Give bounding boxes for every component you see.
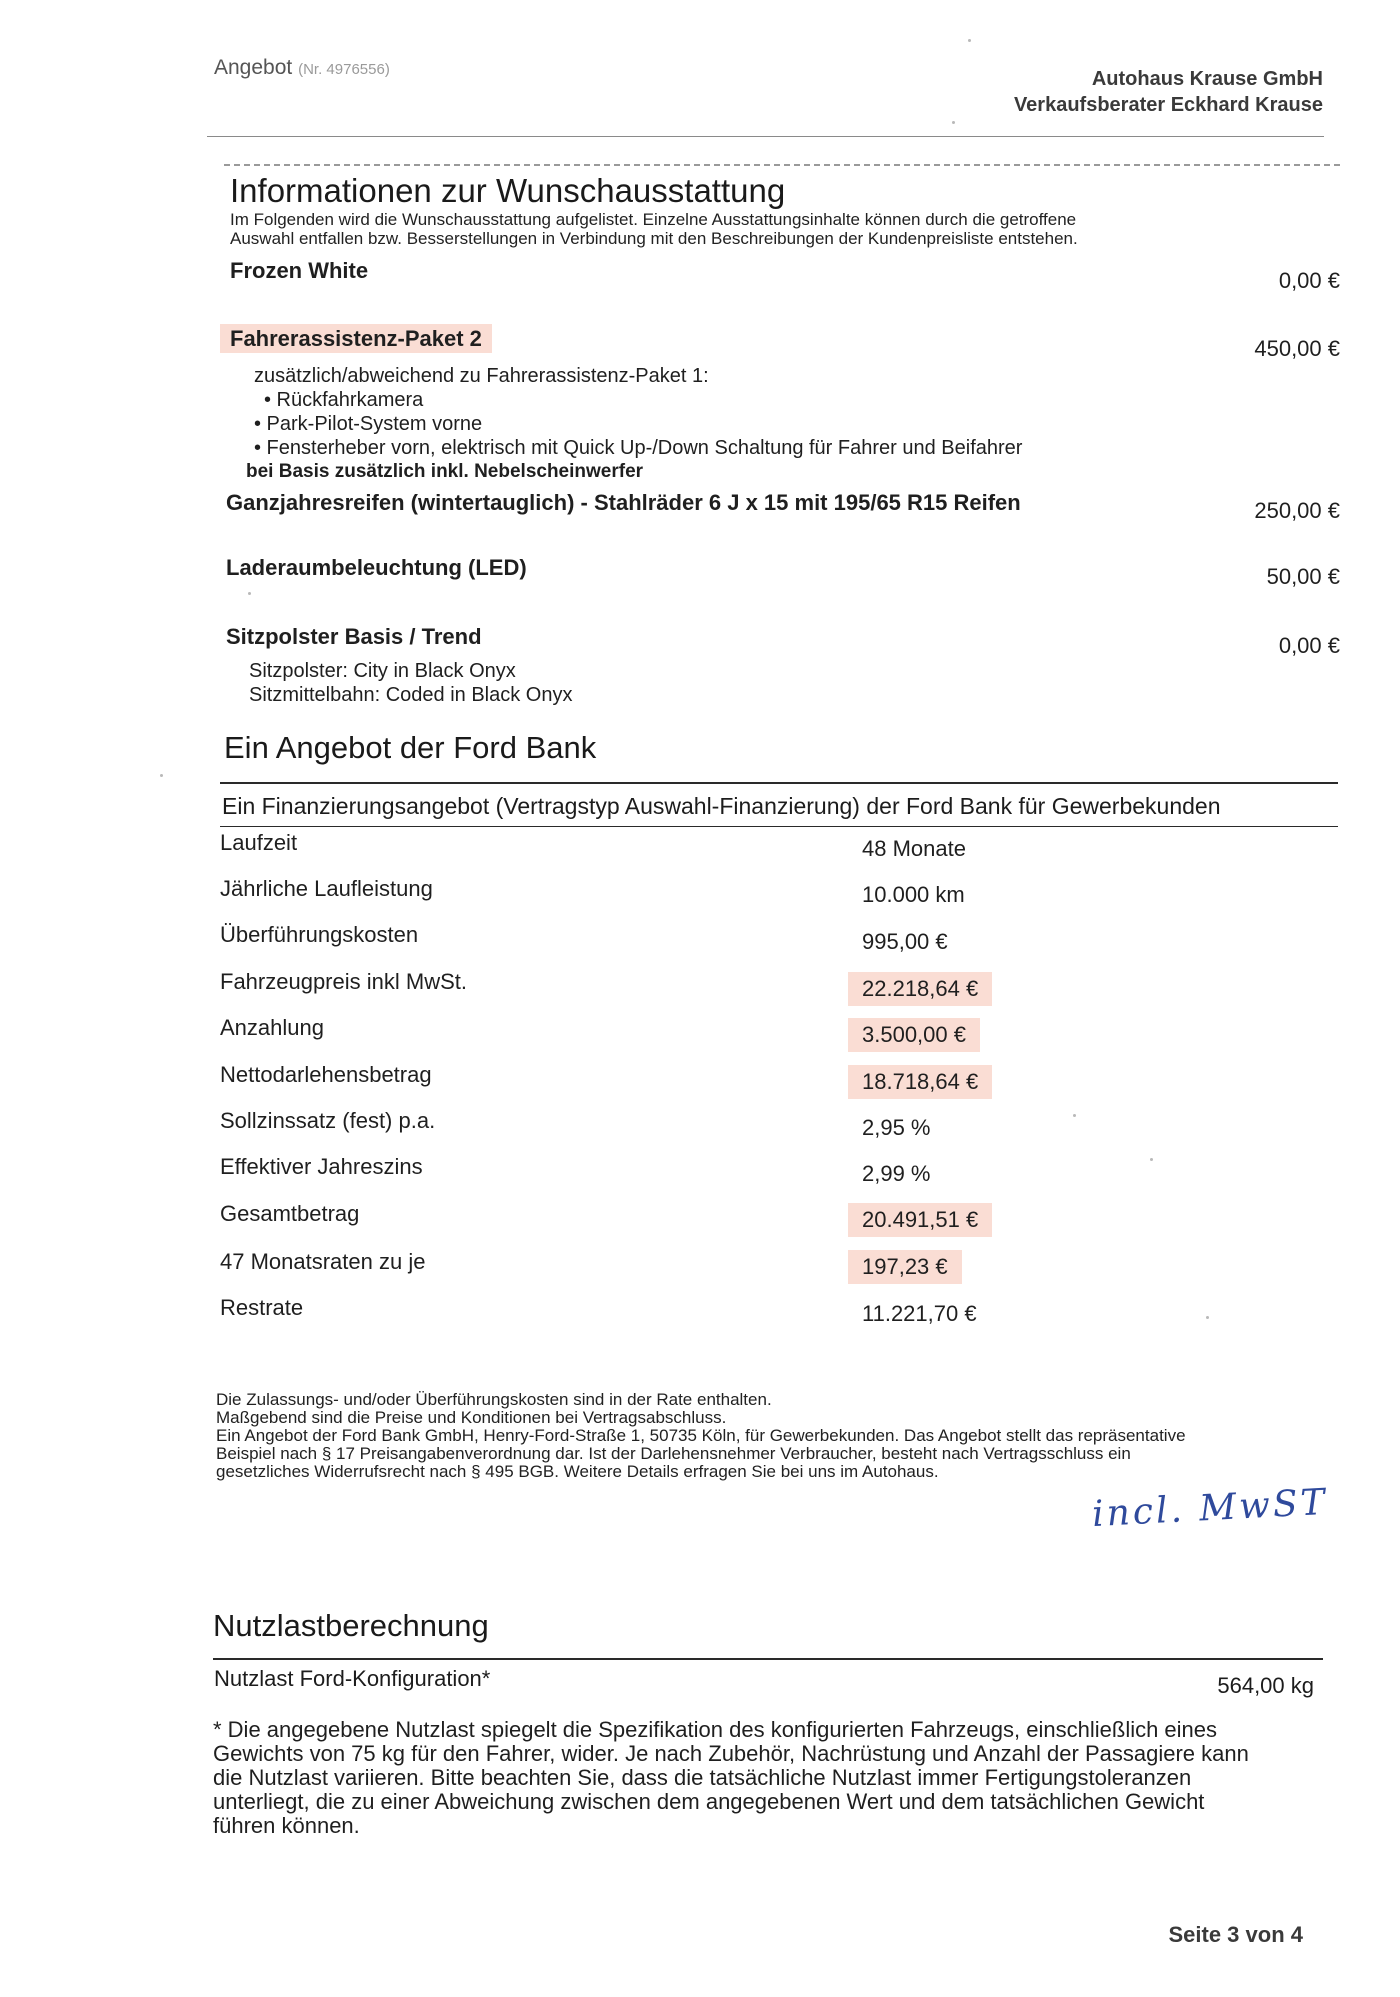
payload-value: 564,00 kg [1217,1673,1314,1698]
finance-row-value: 3.500,00 € [848,1018,980,1052]
scan-speck [248,592,251,595]
scan-speck [1073,1114,1076,1117]
finance-row-label: Nettodarlehensbetrag [220,1062,432,1087]
finance-row-label: Sollzinssatz (fest) p.a. [220,1108,436,1133]
option-title [230,326,492,352]
scan-speck [952,121,955,124]
finance-row-label: Anzahlung [220,1015,324,1040]
finance-row-value: 2,95 % [862,1115,931,1140]
offer-title: Angebot [214,56,293,79]
footnote-line: unterliegt, die zu einer Abweichung zwischen dem angegebenen Wert und dem tatsächlichen Gewicht [213,1789,1205,1814]
finance-heading: Ein Angebot der Ford Bank [224,730,597,765]
finance-note-line: gesetzliches Widerrufsrecht nach § 495 BGB. Weitere Details erfragen Sie bei uns im Autohaus. [216,1462,939,1481]
payload-footnote [213,1718,1328,1838]
finance-row-label: 47 Monatsraten zu je [220,1249,426,1274]
footnote-line: * Die angegebene Nutzlast spiegelt die Spezifikation des konfigurierten Fahrzeugs, einschließlich eines [213,1717,1218,1742]
option-detail-line: zusätzlich/abweichend zu Fahrerassistenz-Paket 1: [254,365,709,387]
footnote-line: die Nutzlast variieren. Bitte beachten Sie, dass die tatsächliche Nutzlast immer Fertigungstoleranzen [213,1765,1192,1790]
scan-speck [1150,1158,1153,1161]
option-detail-line: bei Basis zusätzlich inkl. Nebelscheinwerfer [246,461,644,482]
option-detail-line: • Rückfahrkamera [264,389,424,411]
finance-note-line: Die Zulassungs- und/oder Überführungskosten sind in der Rate enthalten. [216,1390,772,1409]
sales-advisor: Verkaufsberater Eckhard Krause [1013,94,1323,116]
finance-row-label: Restrate [220,1295,304,1320]
finance-row-value: 11.221,70 € [862,1301,977,1326]
info-heading: Informationen zur Wunschausstattung [230,172,786,209]
info-intro [230,210,1180,248]
option-price: 0,00 € [1278,633,1340,658]
option-title: Frozen White [230,258,369,283]
footnote-line: führen können. [213,1813,360,1838]
finance-row-label: Jährliche Laufleistung [220,876,433,901]
payload-heading: Nutzlastberechnung [213,1608,489,1643]
finance-subdivider [220,826,1338,827]
scan-speck [968,39,971,42]
offer-number: (Nr. 4976556) [298,61,390,78]
option-price: 0,00 € [1278,268,1340,293]
finance-subheading: Ein Finanzierungsangebot (Vertragstyp Auswahl-Finanzierung) der Ford Bank für Gewerbekunden [222,793,1221,819]
scan-speck [160,774,163,777]
company-block [1014,66,1323,118]
finance-notes [216,1391,1296,1481]
finance-row-value: 995,00 € [862,929,948,954]
payload-divider [213,1658,1323,1660]
option-price: 450,00 € [1254,336,1340,361]
handwritten-note: incl. MwST [1091,1481,1329,1536]
finance-row-label: Fahrzeugpreis inkl MwSt. [220,969,467,994]
finance-row-value: 20.491,51 € [848,1203,992,1237]
finance-row-value: 2,99 % [862,1161,931,1186]
option-title: Laderaumbeleuchtung (LED) [226,555,527,580]
option-price: 250,00 € [1254,498,1340,523]
finance-note-line: Maßgebend sind die Preise und Konditionen bei Vertragsabschluss. [216,1408,727,1427]
offer-label [214,56,390,80]
dashed-divider [224,164,1340,166]
option-price: 50,00 € [1266,564,1340,589]
option-detail-line: Sitzmittelbahn: Coded in Black Onyx [249,684,573,706]
finance-row-value: 22.218,64 € [848,972,992,1006]
option-title: Sitzpolster Basis / Trend [226,624,482,649]
finance-row-value: 48 Monate [862,836,966,861]
option-title-text: Fahrerassistenz-Paket 2 [220,324,492,353]
option-detail-line: Sitzpolster: City in Black Onyx [249,660,516,682]
option-details [249,659,573,707]
finance-divider [220,782,1338,784]
option-details [246,364,1023,484]
company-name: Autohaus Krause GmbH [1091,68,1323,90]
finance-row-label: Gesamtbetrag [220,1201,360,1226]
finance-row-value: 18.718,64 € [848,1065,992,1099]
option-detail-line: • Park-Pilot-System vorne [254,413,483,435]
option-title: Ganzjahresreifen (wintertauglich) - Stahlräder 6 J x 15 mit 195/65 R15 Reifen [226,490,1021,515]
info-intro-line: Im Folgenden wird die Wunschausstattung aufgelistet. Einzelne Ausstattungsinhalte können durch die getroffene [230,210,1077,229]
finance-note-line: Ein Angebot der Ford Bank GmbH, Henry-Ford-Straße 1, 50735 Köln, für Gewerbekunden. Das Angebot stellt das repräsentative [216,1426,1186,1445]
finance-row-value: 197,23 € [848,1250,962,1284]
option-detail-line: • Fensterheber vorn, elektrisch mit Quick Up-/Down Schaltung für Fahrer und Beifahrer [254,437,1023,459]
scan-speck [1206,1316,1209,1319]
header-divider [207,136,1324,137]
footnote-line: Gewichts von 75 kg für den Fahrer, wider. Je nach Zubehör, Nachrüstung und Anzahl der Passagiere kann [213,1741,1249,1766]
finance-row-label: Überführungskosten [220,922,419,947]
finance-row-label: Effektiver Jahreszins [220,1154,423,1179]
finance-row-value: 10.000 km [862,882,965,907]
payload-label: Nutzlast Ford-Konfiguration* [214,1666,491,1691]
finance-note-line: Beispiel nach § 17 Preisangabenverordnung dar. Ist der Darlehensnehmer Verbraucher, besteht nach Vertragsschluss ein [216,1444,1131,1463]
info-intro-line: Auswahl entfallen bzw. Besserstellungen in Verbindung mit den Beschreibungen der Kundenpreisliste entstehen. [230,229,1078,248]
finance-row-label: Laufzeit [220,830,298,855]
page-number: Seite 3 von 4 [1168,1922,1303,1947]
